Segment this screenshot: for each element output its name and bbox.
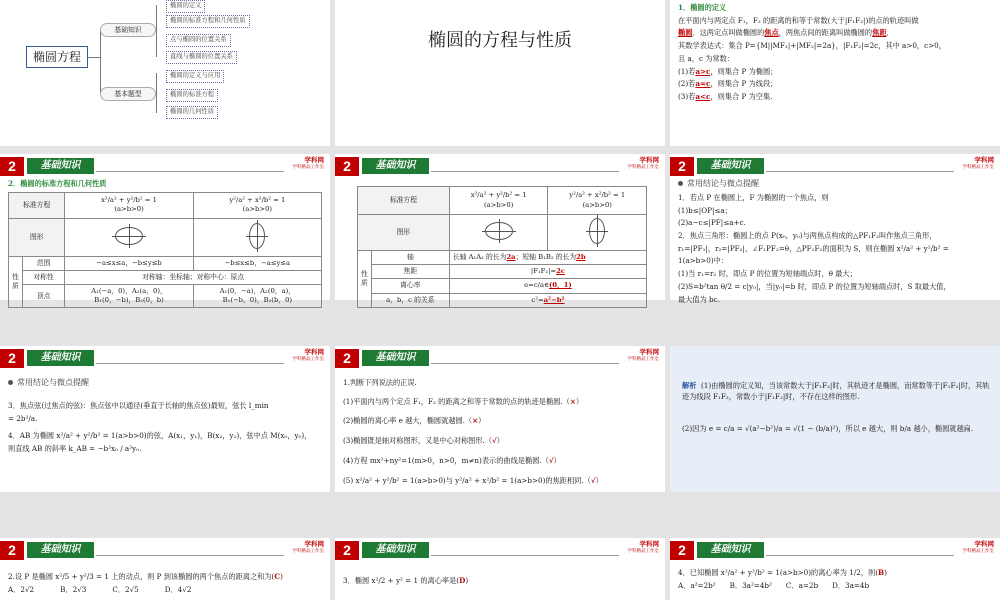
section-tag: 基础知识 (27, 158, 94, 174)
definition-text: 在平面内与两定点 F₁，F₂ 的距离的和等于常数(大于|F₁F₂|)的点的轨迹叫做 (678, 15, 919, 25)
answer-blank: a²−b² (543, 295, 565, 304)
option: B．3a²=4b² (729, 580, 772, 590)
mindmap-item: 椭圆的定义与应用 (166, 70, 224, 83)
publisher-logo: 学科网 学科精品工作室 (292, 157, 324, 170)
analysis-text: (2)因为 e = c/a = √(a²−b²)/a = √(1 − (b/a)²)，所以 e 越大，则 b/a 越小，椭圆就越扁. (682, 424, 974, 434)
math-expression: 其数学表达式：集合 P={M||MF₁|+|MF₂|=2a}，|F₁F₂|=2c，其中 a>0，c>0， (678, 41, 946, 51)
publisher-logo: 学科网 学科精品工作室 (627, 541, 659, 554)
publisher-logo: 学科网 学科精品工作室 (292, 349, 324, 362)
answer-blank: 椭圆 (678, 28, 693, 38)
answer-blank: 焦点 (764, 28, 779, 38)
slide-question-2[interactable] (0, 538, 330, 600)
section-heading: 2．椭圆的标准方程和几何性质 (8, 179, 107, 188)
judgement-item: (4)方程 mx²+ny²=1(m>0，n>0，m≠n)表示的曲线是椭圆.（√） (343, 455, 561, 465)
answer-blank: (0，1) (549, 281, 572, 290)
mindmap-branch-problems: 基本题型 (100, 87, 156, 101)
mindmap-item: 椭圆的定义 (166, 0, 205, 13)
section-heading: 1．椭圆的定义 (678, 3, 727, 12)
mindmap-item: 直线与椭圆的位置关系 (166, 51, 237, 64)
question-text: 2.设 P 是椭圆 x²/5 + y²/3 = 1 上的动点，则 P 到该椭圆的两个焦点的距离之和为(C) (8, 572, 283, 581)
judgement-item: (5) x²/a² + y²/b² = 1(a>b>0)与 y²/a² + x²/b² = 1(a>b>0)的焦距相同.（√） (343, 475, 603, 485)
judgement-item: (3)椭圆既是轴对称图形，又是中心对称图形.（√） (343, 436, 504, 446)
ellipse-vertical-figure (589, 218, 605, 244)
properties-table: 标准方程 x²/a² + y²/b² = 1 (a>b>0) y²/a² + x²/b² = 1 (a>b>0) 图形 性质 范围 −a≤x≤a，−b≤y≤b −b≤x≤b，−a≤y≤a 对称性 对称轴：坐标轴；对称中心：原点 顶点 A₁(−a，0)，A₂(a，0)， B₁(0，−b)，B₂(0，b) A₁(0，−a)，A₂(0，a)， B₁(−b，0)，B₂(b，0) (8, 192, 322, 309)
option: A．2√2 (8, 584, 35, 594)
question-text: 4．已知椭圆 x²/a² + y²/b² = 1(a>b>0)的离心率为 1/2，则(B) (678, 568, 887, 577)
slide-question-3[interactable] (335, 538, 665, 600)
slide-header: 2 基础知识 学科网 学科精品工作室 (0, 541, 330, 563)
slide-header: 2 基础知识 学科网 学科精品工作室 (670, 541, 1000, 563)
answer-choice: B (878, 568, 885, 577)
slide-header: 2 基础知识 学科网 学科精品工作室 (335, 541, 665, 563)
option: A．a²=2b² (678, 580, 716, 590)
slide-table-properties[interactable] (0, 154, 330, 305)
answer-choice: D (459, 576, 466, 585)
case-line: (1)若a>c，则集合 P 为椭圆； (678, 66, 778, 76)
slide-conclusions-1[interactable]: 2 基础知识 学科网 学科精品工作室 常用结论与微点提醒 1．若点 P 在椭圆上，F 为椭圆的一个焦点，则 (1)b≤|OP|≤a； (2)a−c≤|PF|≤a+c. 2．焦点三角形：椭圆上的点 P(x₀，y₀)与两焦点构成的△PF₁F₂叫作焦点三角形， r₁=|PF₁|，r₂=|PF₂|，∠F₁PF₂=θ，△PF₁F₂的面积为 S，则在椭圆 x²/a² + y²/b² = 1(a>b>0)中： (1)当 r₁=r₂ 时，即点 P 的位置为短轴端点时，θ 最大； (2)S=b²tan θ/2 = c|y₀|，当|y₀|=b 时，即点 P 的位置为短轴端点时，S 取最大值， 最大值为 bc. (670, 154, 1000, 300)
mindmap-item: 椭圆的标准方程 (166, 89, 218, 102)
ellipse-vertical-figure (249, 223, 265, 249)
case-line: (3)若a<c，则集合 P 为空集. (678, 92, 773, 102)
answer-blank: 焦距 (872, 28, 887, 38)
section-heading: 常用结论与微点提醒 (678, 179, 994, 190)
option: C．2√5 (112, 584, 139, 594)
slide-conclusions-2[interactable]: 2 基础知识 学科网 学科精品工作室 常用结论与微点提醒 3．焦点弦(过焦点的弦)：焦点弦中以通径(垂直于长轴的焦点弦)最短，弦长 l_min = 2b²/a. 4．AB 为椭圆 x²/a² + y²/b² = 1(a>b>0)的弦，A(x₁，y₁)，B(x₂，y₂)，弦中点 M(x₀，y₀)， 则直线 AB 的斜率 k_AB = −b²x₀ / a²y₀. (0, 346, 330, 492)
judgement-item: (1)平面内与两个定点 F₁，F₂ 的距离之和等于常数的点的轨迹是椭圆.（×） (343, 396, 584, 406)
publisher-logo: 学科网 学科精品工作室 (292, 541, 324, 554)
section-heading: 常用结论与微点提醒 (8, 378, 324, 389)
option: D．4√2 (164, 584, 192, 594)
option: D．3a=4b (832, 580, 870, 590)
page-title: 椭圆的方程与性质 (428, 30, 572, 50)
ellipse-horizontal-figure (485, 222, 513, 240)
options-row (678, 581, 994, 591)
axes-table: 标准方程 x²/a² + y²/b² = 1 (a>b>0) y²/a² + x²/b² = 1 (a>b>0) 图形 性质 轴 长轴 A₁A₂ 的长为2a；短轴 B₁B₂ 的长为2b 焦距 |F₁F₂|=2c 离心率 e=c/a∈(0，1) a，b，c 的关系 c²=a²−b² (357, 186, 647, 308)
options-row (8, 585, 324, 595)
slide-definition[interactable]: 1．椭圆的定义 在平面内与两定点 F₁，F₂ 的距离的和等于常数(大于|F₁F₂|)的点的轨迹叫做 椭圆．这两定点叫做椭圆的焦点，两焦点间的距离叫做椭圆的焦距． 其数学表达式：集合 P={M||MF₁|+|MF₂|=2a}，|F₁F₂|=2c，其中 a>0，c>0， 且 a，c 为常数： (1)若a>c，则集合 P 为椭圆； (2)若a=c，则集合 P 为线段； (3)若a<c，则集合 P 为空集. (670, 0, 1000, 146)
bullet-dot-icon (678, 181, 683, 186)
bullet-dot-icon (8, 380, 13, 385)
slide-title[interactable] (335, 0, 665, 146)
slide-table-axes[interactable] (335, 154, 665, 304)
slide-true-false[interactable] (335, 346, 665, 492)
mindmap-branch-basic: 基础知识 (100, 23, 156, 37)
mindmap-center: 椭圆方程 (26, 46, 88, 68)
slide-header (0, 157, 330, 179)
slide-header: 2 基础知识 学科网 学科精品工作室 (335, 157, 665, 179)
slide-question-4[interactable] (670, 538, 1000, 600)
publisher-logo: 学科网 学科精品工作室 (962, 541, 994, 554)
publisher-logo: 学科网 学科精品工作室 (627, 157, 659, 170)
option: C．a=2b (785, 580, 819, 590)
analysis-text: 解析 (1)由椭圆的定义知，当该常数大于|F₁F₂|时，其轨迹才是椭圆，而常数等于|F₁F₂|时，其轨迹为线段 F₁F₂，常数小于|F₁F₂|时，不存在这样的图形. (682, 381, 990, 402)
option: B．2√3 (60, 584, 87, 594)
answer-choice: C (274, 572, 281, 581)
analysis-label: 解析 (682, 381, 697, 390)
answer-blank: 2b (576, 253, 586, 261)
judgement-item: (2)椭圆的离心率 e 越大，椭圆就越圆.（×） (343, 416, 486, 426)
answer-blank: 2a (506, 253, 516, 261)
question-text: 3．椭圆 x²/2 + y² = 1 的离心率是(D) (343, 576, 469, 585)
slide-header: 2 基础知识 学科网 学科精品工作室 (335, 349, 665, 371)
mindmap-item: 椭圆的标准方程和几何性质 (166, 15, 250, 28)
ellipse-horizontal-figure (115, 227, 143, 245)
mindmap-item: 点与椭圆的位置关系 (166, 34, 231, 47)
case-line: (2)若a=c，则集合 P 为线段； (678, 79, 778, 89)
slide-analysis[interactable] (670, 346, 1000, 492)
publisher-logo: 学科网 学科精品工作室 (627, 349, 659, 362)
question-intro: 1.判断下列说法的正误. (343, 378, 417, 387)
section-number: 2 (0, 157, 24, 176)
publisher-logo: 学科网 学科精品工作室 (962, 157, 994, 170)
slide-header: 2 基础知识 学科网 学科精品工作室 (0, 349, 330, 371)
answer-blank: 2c (556, 267, 565, 276)
mindmap-item: 椭圆的几何性质 (166, 106, 218, 119)
slide-mindmap[interactable] (0, 0, 330, 146)
slide-header: 2 基础知识 学科网 学科精品工作室 (670, 157, 1000, 179)
